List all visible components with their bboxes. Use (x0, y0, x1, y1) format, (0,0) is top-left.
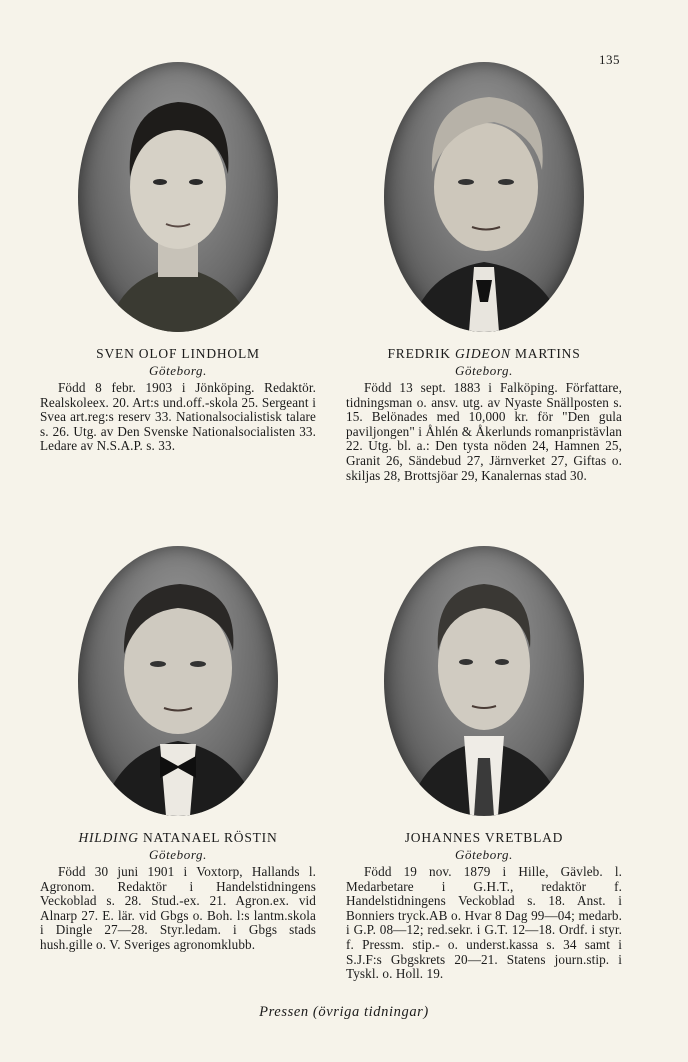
entry-vretblad (346, 546, 622, 982)
portrait-photo (384, 546, 584, 816)
person-name: FREDRIK GIDEON MARTINS (387, 346, 581, 361)
person-city: Göteborg. (455, 847, 513, 862)
entry-martins (346, 62, 622, 483)
person-city: Göteborg. (149, 363, 207, 378)
person-bio: Född 19 nov. 1879 i Hille, Gävleb. l. Medarbetare i G.H.T., redaktör f. Handelstidningens Veckoblad s. 18. Anst. i Bonniers tryck.AB o. Hvar 8 Dag 99—04; medarb. i G.P. 08—12; red.sekr. i G.T. 12—18. Ordf. i styr. f. Pressm. stip.- o. underst.kassa s. 34 samt i S.J.F:s Gbgskrets 20—21. Statens journ.stip. i Tyskl. o. Holl. 19. (346, 864, 622, 982)
portrait-photo (384, 62, 584, 332)
entry-lindholm (40, 62, 316, 454)
portrait-figure (78, 62, 278, 332)
entry-rostin (40, 546, 316, 953)
person-city: Göteborg. (149, 847, 207, 862)
page-number: 135 (599, 52, 620, 67)
person-bio: Född 13 sept. 1883 i Falköping. Författare, tidningsman o. ansv. utg. av Nyaste Snällposten s. 15. Belönades med 10,000 kr. för "Den gula paviljongen" i Åhlén & Åkerlunds romanpristävlan 22. Utg. bl. a.: Den tysta nöden 24, Hamnen 25, Granit 26, Sändebud 27, Järnverket 27, Giftas o. skiljas 28, Brottsjöar 29, Kanalernas stad 30. (346, 380, 622, 483)
portrait-figure (78, 546, 278, 816)
person-city: Göteborg. (455, 363, 513, 378)
person-bio: Född 30 juni 1901 i Voxtorp, Hallands l. Agronom. Redaktör i Handelstidningens Veckoblad s. 28. Stud.-ex. 21. Agron.ex. vid Alnarp 27. E. lär. vid Gbgs o. Boh. l:s lantm.skola i Dingle 27—28. Styr.ledam. i Gbgs stads hush.gille o. V. Sveriges agronomklubb. (40, 864, 316, 952)
person-bio: Född 8 febr. 1903 i Jönköping. Redaktör. Realskoleex. 20. Art:s und.off.-skola 25. Sergeant i Svea art.reg:s reserv 33. Nationalsocialistisk talare s. 26. Utg. av Den Svenske Nationalsocialisten 33. Ledare av N.S.A.P. s. 33. (40, 380, 316, 454)
portrait-figure (384, 546, 584, 816)
page-footer: Pressen (övriga tidningar) (259, 1004, 429, 1020)
person-name: HILDING NATANAEL RÖSTIN (78, 830, 278, 845)
person-name: SVEN OLOF LINDHOLM (96, 346, 260, 361)
portrait-figure (384, 62, 584, 332)
portrait-photo (78, 546, 278, 816)
person-name: JOHANNES VRETBLAD (404, 830, 564, 845)
portrait-photo (78, 62, 278, 332)
